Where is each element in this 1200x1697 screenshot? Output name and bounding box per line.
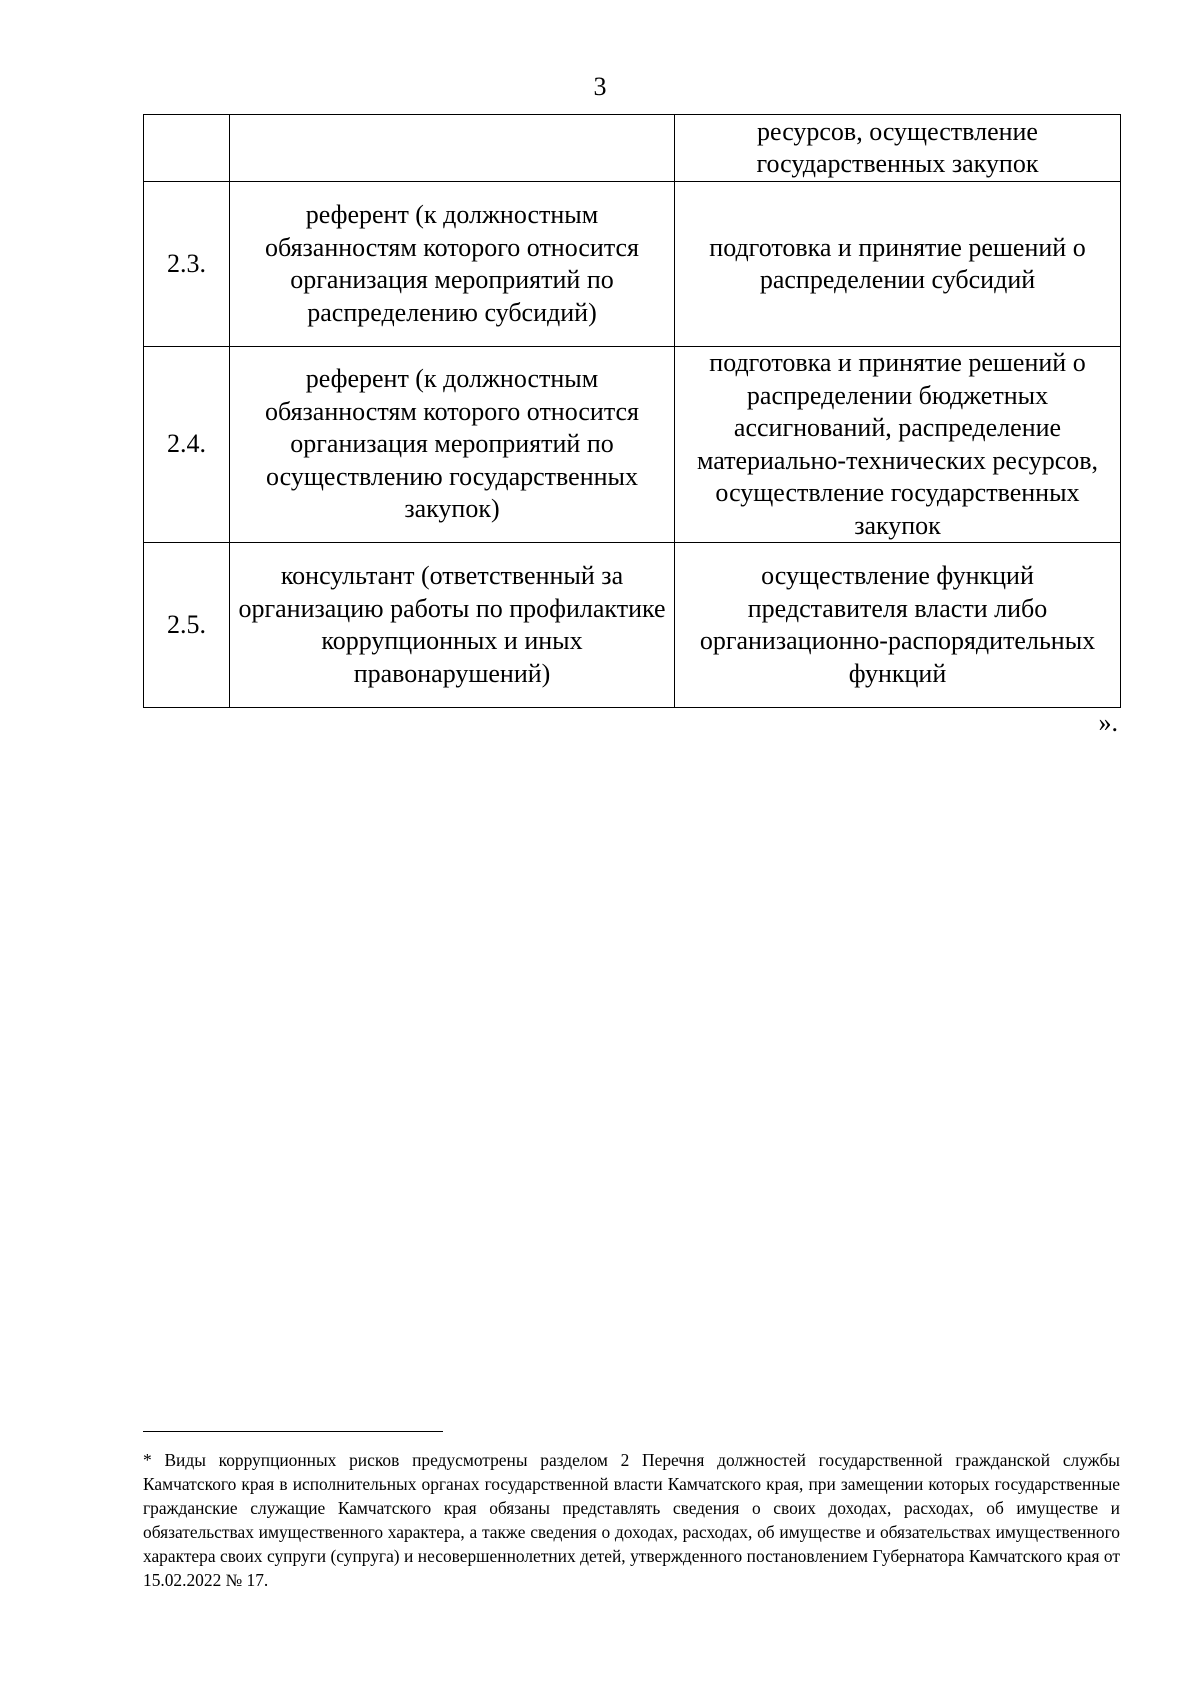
function-cell: подготовка и принятие решений о распределении бюджетных ассигнований, распределение материально-технических ресурсов, осуществление государственных закупок [675,347,1121,543]
positions-table [143,114,1121,708]
position-cell [230,115,675,182]
table-row [144,115,1121,182]
row-number-cell [144,115,230,182]
footnote-text: * Виды коррупционных рисков предусмотрены разделом 2 Перечня должностей государственной гражданской службы Камчатского края в исполнительных органах государственной власти Камчатского края, при замещении которых государственные гражданские служащие Камчатского края обязаны представлять сведения о своих доходах, расходах, об имуществе и обязательствах имущественного характера, а также сведения о доходах, расходах, об имуществе и обязательствах имущественного характера своих супруги (супруга) и несовершеннолетних детей, утвержденного постановлением Губернатора Камчатского края от 15.02.2022 № 17. [143,1450,1120,1590]
table-row [144,347,1121,543]
row-number-cell: 2.4. [144,347,230,543]
position-cell: референт (к должностным обязанностям которого относится организация мероприятий по осуществлению государственных закупок) [230,347,675,543]
table-row [144,182,1121,347]
row-number-cell: 2.5. [144,543,230,708]
function-cell: ресурсов, осуществление государственных закупок [675,115,1121,182]
position-cell: консультант (ответственный за организацию работы по профилактике коррупционных и иных правонарушений) [230,543,675,708]
page-number: 3 [593,72,607,101]
position-cell: референт (к должностным обязанностям которого относится организация мероприятий по распределению субсидий) [230,182,675,347]
footnote-separator [143,1431,443,1432]
closing-quote-mark: ». [1098,708,1118,737]
function-cell: осуществление функций представителя власти либо организационно-распорядительных функций [675,543,1121,708]
table-row [144,543,1121,708]
row-number-cell: 2.3. [144,182,230,347]
function-cell: подготовка и принятие решений о распределении субсидий [675,182,1121,347]
